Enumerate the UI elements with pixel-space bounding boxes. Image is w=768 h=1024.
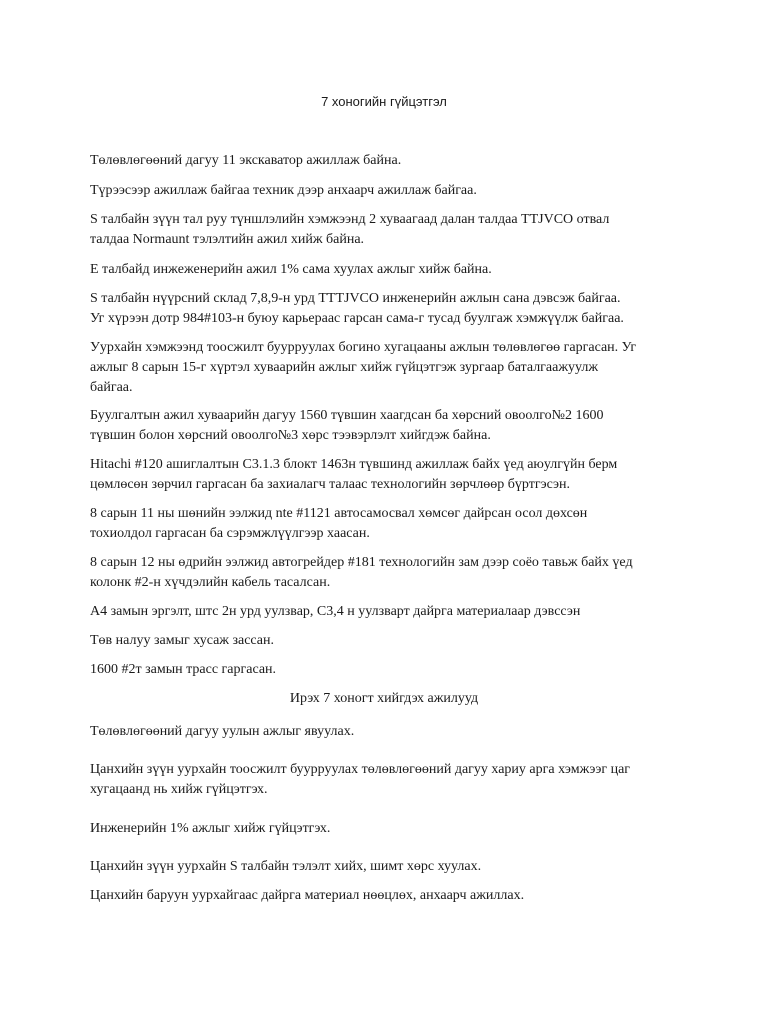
paragraph-line: Цанхийн зүүн уурхайн тоосжилт буурруулах төлөвлөгөөний дагуу хариу арга хэмжээг цаг (90, 762, 631, 777)
next-week-item (90, 722, 690, 742)
paragraph-line: талдаа Normaunt тэлэлтийн ажил хийж байна. (90, 232, 365, 247)
paragraph (90, 289, 690, 329)
paragraph (90, 338, 690, 398)
paragraph-line: Буулгалтын ажил хуваарийн дагуу 1560 түвшин хаагдсан ба хөрсний овоолго№2 1600 (90, 408, 604, 423)
paragraph-line: түвшин болон хөрсний овоолго№3 хөрс тээвэрлэлт хийгдэж байна. (90, 428, 491, 443)
paragraph-line: Уг хүрээн дотр 984#103-н буюу карьераас гарсан сама-г тусад буулгаж хэмжүүлж байгаа. (90, 311, 624, 326)
paragraph-line: колонк #2-н хүчдэлийн кабель тасалсан. (90, 575, 331, 590)
paragraph-line: 8 сарын 11 ны шөнийн ээлжид nte #1121 автосамосвал хөмсөг дайрсан осол дөхсөн (90, 506, 588, 521)
paragraph (90, 631, 690, 651)
paragraph-line: Төв налуу замыг хусаж зассан. (90, 633, 275, 648)
next-week-item (90, 857, 690, 877)
paragraph-line: ажлыг 8 сарын 15-г хүртэл хуваарийн ажлыг хийж гүйцэтгэж зургаар баталгаажуулж (90, 360, 599, 375)
paragraph-line: S талбайн зүүн тал руу түншлэлийн хэмжээнд 2 хуваагаад далан талдаа TTJVCO отвал (90, 212, 610, 227)
paragraph-line: А4 замын эргэлт, штс 2н урд уулзвар, C3,4 н уулзварт дайрга материалаар дэвссэн (90, 604, 581, 619)
paragraph-line: S талбайн нүүрсний склад 7,8,9-н урд TTTJVCO инженерийн ажлын сана дэвсэж байгаа. (90, 291, 621, 306)
paragraph-line: 8 сарын 12 ны өдрийн ээлжид автогрейдер #181 технологийн зам дээр соёо тавьж байх үед (90, 555, 633, 570)
paragraph (90, 210, 690, 250)
paragraph-line: Инженерийн 1% ажлыг хийж гүйцэтгэх. (90, 821, 331, 836)
next-week-item (90, 760, 690, 800)
next-week-item (90, 819, 690, 839)
paragraph (90, 181, 690, 201)
paragraph-line: хугацаанд нь хийж гүйцэтгэх. (90, 782, 268, 797)
paragraph (90, 406, 690, 446)
paragraph-line: Түрээсээр ажиллаж байгаа техник дээр анхаарч ажиллаж байгаа. (90, 183, 477, 198)
next-week-item (90, 886, 690, 906)
paragraph-line: байгаа. (90, 380, 133, 395)
paragraph (90, 151, 690, 171)
document-title: 7 хоногийн гүйцэтгэл (321, 94, 447, 109)
paragraph-line: Төлөвлөгөөний дагуу 11 экскаватор ажиллаж байна. (90, 153, 402, 168)
paragraph-line: 1600 #2т замын трасс гаргасан. (90, 662, 277, 677)
paragraph-line: Төлөвлөгөөний дагуу уулын ажлыг явуулах. (90, 724, 355, 739)
paragraph-line: Hitachi #120 ашиглалтын C3.1.3 блокт 1463н түвшинд ажиллаж байх үед аюулгүйн берм (90, 457, 618, 472)
paragraph (90, 553, 690, 593)
paragraph-line: тохиолдол гаргасан ба сэрэмжлүүлгээр хаасан. (90, 526, 370, 541)
paragraph-line: E талбайд инжeженерийн ажил 1% сама хуулах ажлыг хийж байна. (90, 262, 492, 277)
paragraph-line: Цанхийн зүүн уурхайн S талбайн тэлэлт хийх, шимт хөрс хуулах. (90, 859, 482, 874)
paragraph (90, 602, 690, 622)
next-week-heading: Ирэх 7 хоногт хийгдэх ажилууд (289, 691, 479, 706)
paragraph (90, 260, 690, 280)
paragraph (90, 504, 690, 544)
paragraph (90, 660, 690, 680)
paragraph-line: Цанхийн баруун уурхайгаас дайрга материал нөөцлөх, анхаарч ажиллах. (90, 888, 525, 903)
paragraph-line: цөмлөсөн зөрчил гаргасан ба захиалагч талаас технологийн зөрчлөөр бүртгэсэн. (90, 477, 570, 492)
paragraph (90, 455, 690, 495)
paragraph-line: Уурхайн хэмжээнд тоосжилт буурруулах богино хугацааны ажлын төлөвлөгөө гаргасан. Уг (90, 340, 637, 355)
